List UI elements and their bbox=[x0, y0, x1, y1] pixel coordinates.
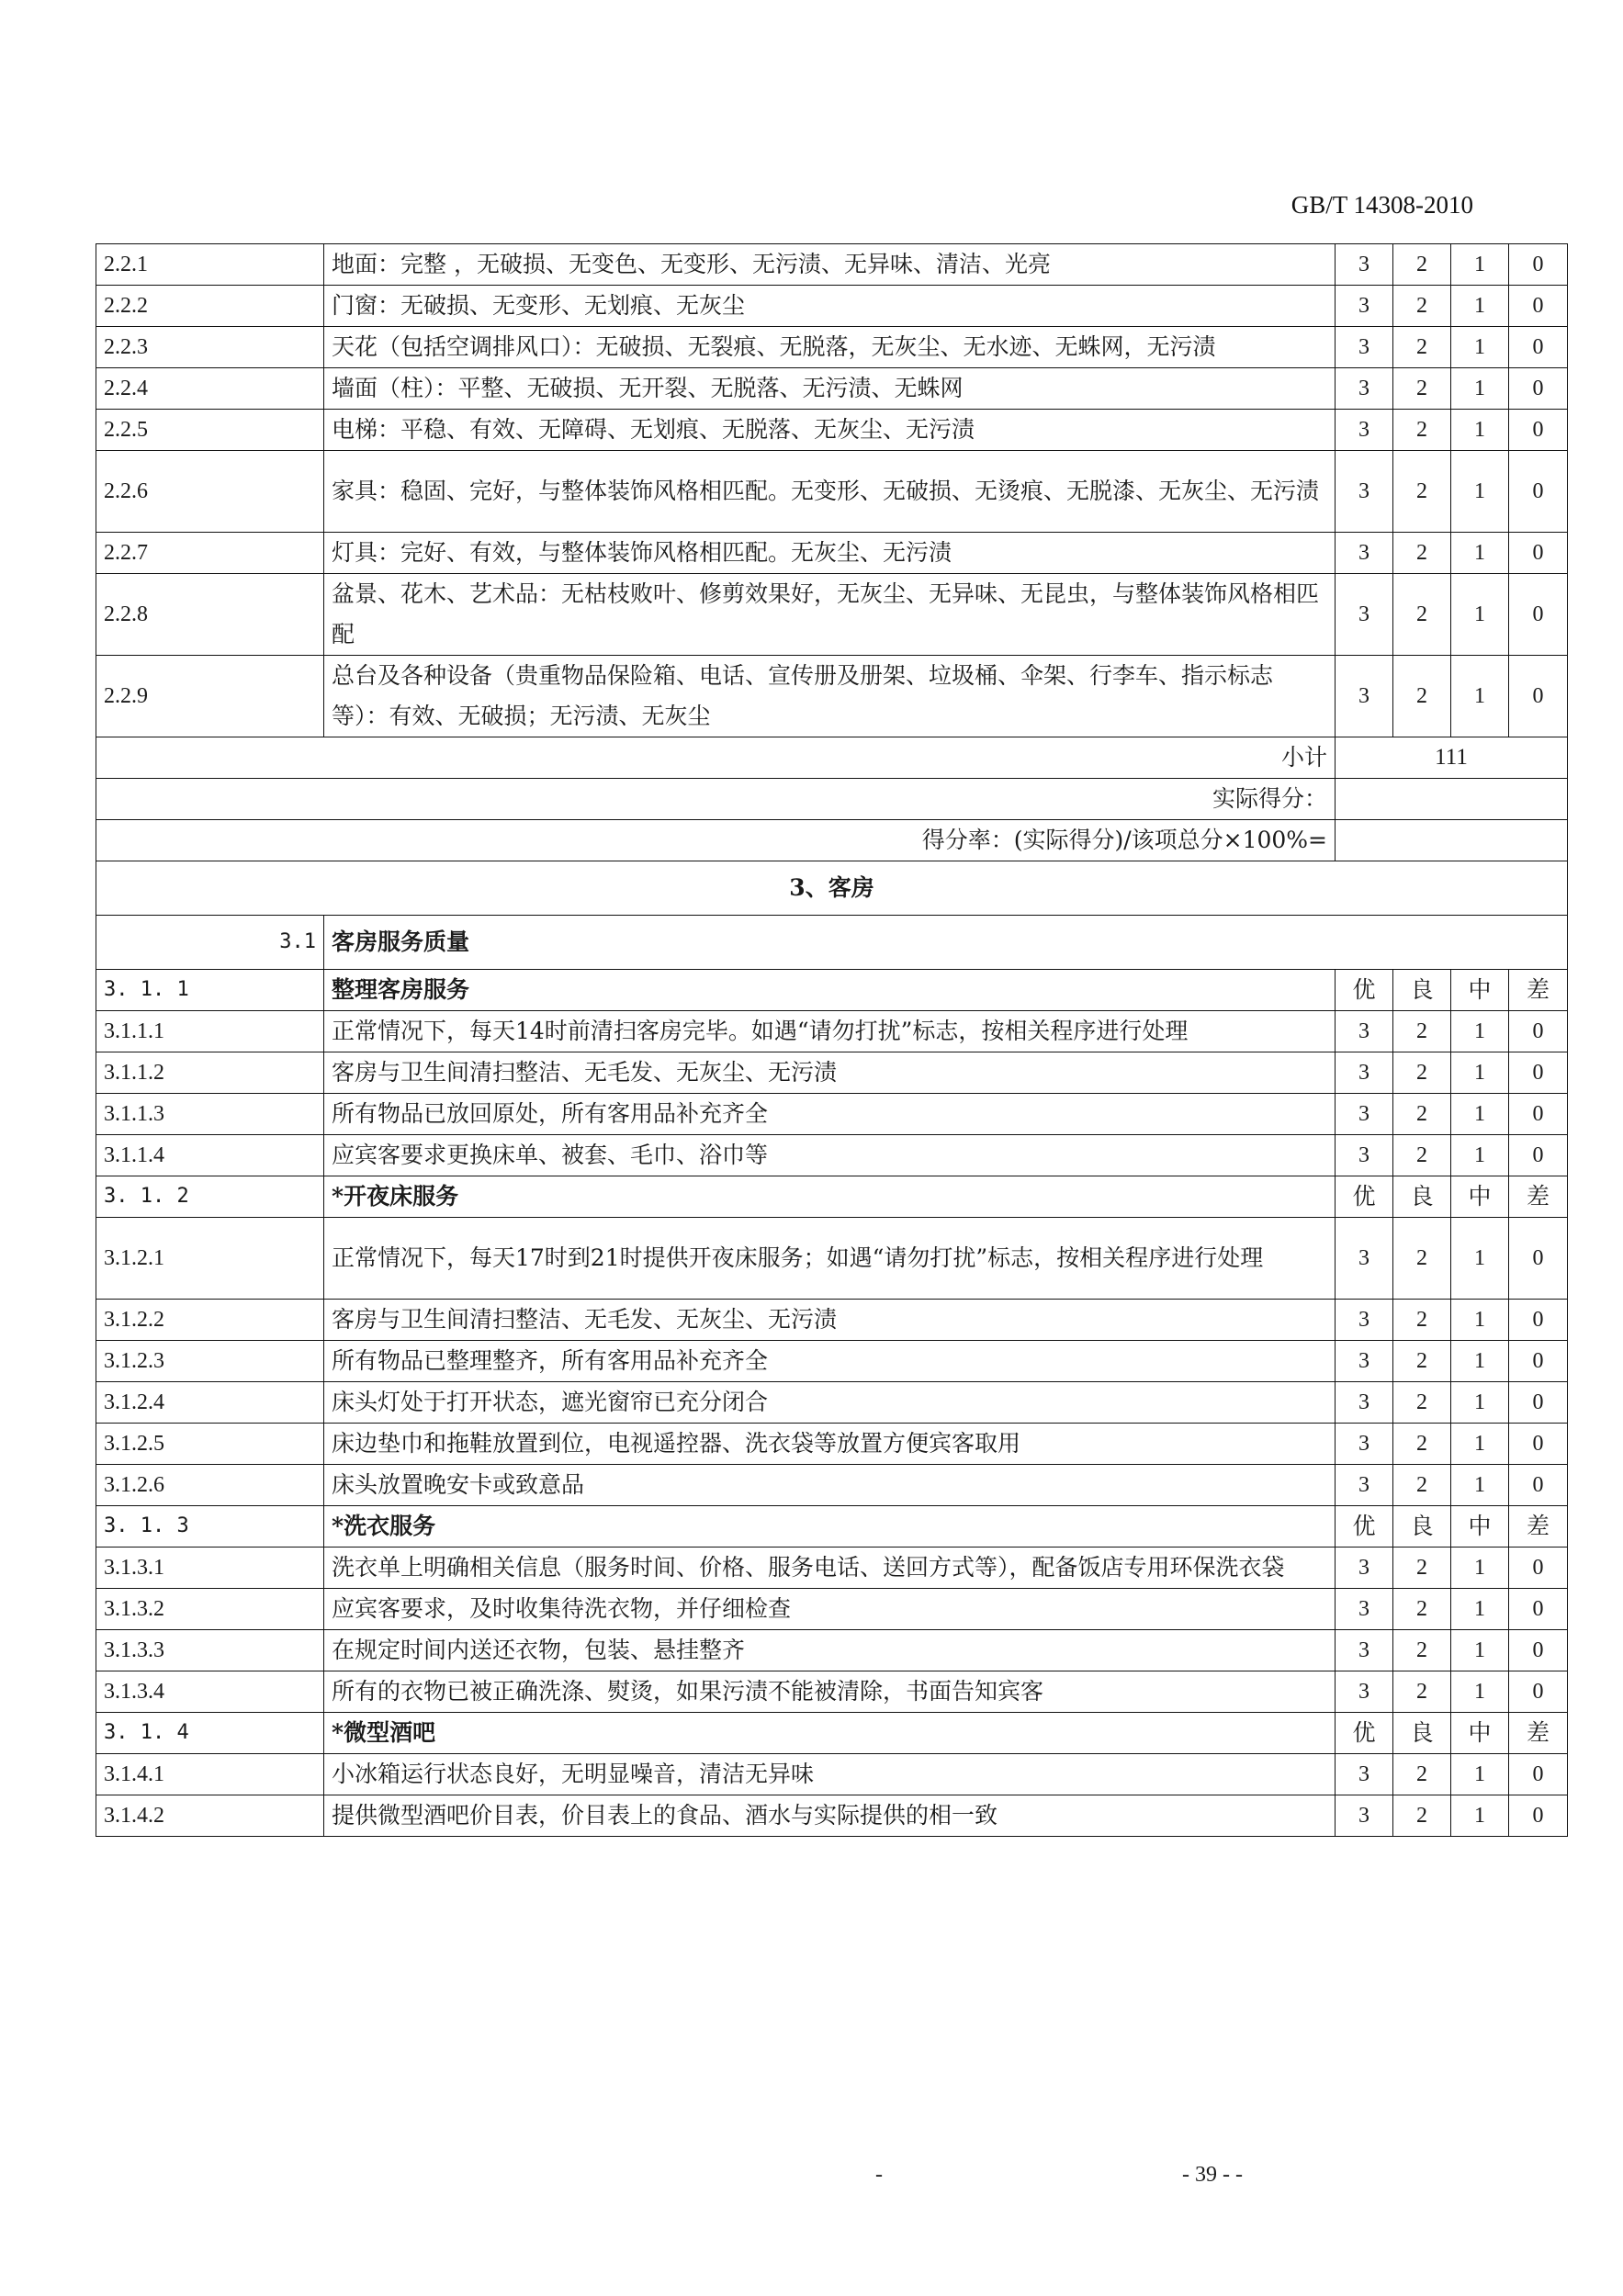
score-cell: 0 bbox=[1509, 1671, 1568, 1713]
actual-score-value bbox=[1336, 779, 1568, 820]
item-code: 3.1.1.1 bbox=[96, 1011, 324, 1052]
score-cell: 1 bbox=[1451, 1341, 1509, 1382]
score-cell: 3 bbox=[1336, 451, 1393, 533]
item-description: 所有物品已整理整齐，所有客用品补充齐全 bbox=[324, 1341, 1336, 1382]
item-description: 应宾客要求更换床单、被套、毛巾、浴巾等 bbox=[324, 1135, 1336, 1176]
item-code: 3.1.2.1 bbox=[96, 1218, 324, 1300]
score-rate-label: 得分率：(实际得分)/该项总分×100%= bbox=[96, 820, 1336, 861]
table-row bbox=[96, 1094, 1568, 1135]
grade-header: 差 bbox=[1509, 1506, 1568, 1548]
score-cell: 2 bbox=[1393, 1300, 1451, 1341]
table-row bbox=[96, 1218, 1568, 1300]
score-cell: 2 bbox=[1393, 1548, 1451, 1589]
subsection-row bbox=[96, 916, 1568, 970]
evaluation-table bbox=[96, 243, 1568, 1837]
item-description: 门窗：无破损、无变形、无划痕、无灰尘 bbox=[324, 286, 1336, 327]
score-cell: 0 bbox=[1509, 1424, 1568, 1465]
table-row bbox=[96, 327, 1568, 368]
actual-score-row bbox=[96, 779, 1568, 820]
score-cell: 3 bbox=[1336, 1465, 1393, 1506]
score-cell: 2 bbox=[1393, 1135, 1451, 1176]
item-code: 3.1.1.4 bbox=[96, 1135, 324, 1176]
item-code: 3.1.2.3 bbox=[96, 1341, 324, 1382]
score-cell: 3 bbox=[1336, 410, 1393, 451]
table-row bbox=[96, 1341, 1568, 1382]
score-cell: 1 bbox=[1451, 1424, 1509, 1465]
item-description: 地面：完整 ，无破损、无变色、无变形、无污渍、无异味、清洁、光亮 bbox=[324, 244, 1336, 286]
item-description: 床边垫巾和拖鞋放置到位，电视遥控器、洗衣袋等放置方便宾客取用 bbox=[324, 1424, 1336, 1465]
table-row bbox=[96, 1011, 1568, 1052]
score-cell: 3 bbox=[1336, 1424, 1393, 1465]
score-cell: 0 bbox=[1509, 1341, 1568, 1382]
item-description: 客房与卫生间清扫整洁、无毛发、无灰尘、无污渍 bbox=[324, 1052, 1336, 1094]
score-cell: 0 bbox=[1509, 1589, 1568, 1630]
item-description: 天花（包括空调排风口）：无破损、无裂痕、无脱落，无灰尘、无水迹、无蛛网，无污渍 bbox=[324, 327, 1336, 368]
score-cell: 3 bbox=[1336, 1630, 1393, 1671]
score-cell: 2 bbox=[1393, 1424, 1451, 1465]
table-row bbox=[96, 1465, 1568, 1506]
section-title: 3、客房 bbox=[96, 861, 1568, 916]
subtotal-value: 111 bbox=[1336, 737, 1568, 779]
table-row bbox=[96, 1424, 1568, 1465]
grade-header: 差 bbox=[1509, 1713, 1568, 1754]
score-cell: 3 bbox=[1336, 1052, 1393, 1094]
score-cell: 1 bbox=[1451, 574, 1509, 656]
score-cell: 2 bbox=[1393, 1094, 1451, 1135]
group-title: *洗衣服务 bbox=[324, 1506, 1336, 1548]
score-cell: 2 bbox=[1393, 1671, 1451, 1713]
table-row bbox=[96, 1300, 1568, 1341]
score-cell: 3 bbox=[1336, 1589, 1393, 1630]
grade-header: 中 bbox=[1451, 1176, 1509, 1218]
table-row bbox=[96, 533, 1568, 574]
grade-header: 良 bbox=[1393, 1713, 1451, 1754]
grade-header: 优 bbox=[1336, 1506, 1393, 1548]
score-cell: 0 bbox=[1509, 533, 1568, 574]
item-description: 客房与卫生间清扫整洁、无毛发、无灰尘、无污渍 bbox=[324, 1300, 1336, 1341]
group-title: *开夜床服务 bbox=[324, 1176, 1336, 1218]
score-cell: 0 bbox=[1509, 1795, 1568, 1837]
score-cell: 0 bbox=[1509, 1094, 1568, 1135]
item-code: 3.1.2.5 bbox=[96, 1424, 324, 1465]
score-cell: 2 bbox=[1393, 1218, 1451, 1300]
score-rate-row bbox=[96, 820, 1568, 861]
item-description: 床头灯处于打开状态，遮光窗帘已充分闭合 bbox=[324, 1382, 1336, 1424]
item-code: 2.2.8 bbox=[96, 574, 324, 656]
score-cell: 2 bbox=[1393, 244, 1451, 286]
item-code: 2.2.4 bbox=[96, 368, 324, 410]
score-cell: 0 bbox=[1509, 1754, 1568, 1795]
page-number: - 39 - - bbox=[1182, 2163, 1243, 2187]
item-description: 盆景、花木、艺术品：无枯枝败叶、修剪效果好，无灰尘、无异味、无昆虫，与整体装饰风格相匹配 bbox=[324, 574, 1336, 656]
grade-header: 中 bbox=[1451, 970, 1509, 1011]
table-row bbox=[96, 1135, 1568, 1176]
score-cell: 2 bbox=[1393, 533, 1451, 574]
score-cell: 2 bbox=[1393, 1754, 1451, 1795]
item-description: 正常情况下，每天17时到21时提供开夜床服务；如遇“请勿打扰”标志，按相关程序进行处理 bbox=[324, 1218, 1336, 1300]
score-cell: 1 bbox=[1451, 533, 1509, 574]
grade-header: 良 bbox=[1393, 1176, 1451, 1218]
score-cell: 3 bbox=[1336, 1300, 1393, 1341]
grade-header: 差 bbox=[1509, 1176, 1568, 1218]
score-cell: 3 bbox=[1336, 1094, 1393, 1135]
score-cell: 2 bbox=[1393, 410, 1451, 451]
score-cell: 2 bbox=[1393, 1795, 1451, 1837]
subtotal-row bbox=[96, 737, 1568, 779]
score-cell: 0 bbox=[1509, 574, 1568, 656]
item-code: 2.2.9 bbox=[96, 656, 324, 737]
item-code: 3.1.2.6 bbox=[96, 1465, 324, 1506]
score-cell: 1 bbox=[1451, 1671, 1509, 1713]
score-cell: 3 bbox=[1336, 1135, 1393, 1176]
table-row bbox=[96, 1548, 1568, 1589]
score-cell: 1 bbox=[1451, 1052, 1509, 1094]
item-code: 3.1.2.2 bbox=[96, 1300, 324, 1341]
score-cell: 0 bbox=[1509, 1548, 1568, 1589]
subtotal-label: 小计 bbox=[96, 737, 1336, 779]
score-cell: 0 bbox=[1509, 244, 1568, 286]
score-cell: 2 bbox=[1393, 1630, 1451, 1671]
table-row bbox=[96, 1754, 1568, 1795]
score-cell: 3 bbox=[1336, 1754, 1393, 1795]
score-cell: 2 bbox=[1393, 656, 1451, 737]
score-cell: 1 bbox=[1451, 410, 1509, 451]
score-cell: 2 bbox=[1393, 368, 1451, 410]
score-cell: 0 bbox=[1509, 1630, 1568, 1671]
score-cell: 3 bbox=[1336, 327, 1393, 368]
table-row bbox=[96, 244, 1568, 286]
grade-header: 中 bbox=[1451, 1713, 1509, 1754]
score-cell: 2 bbox=[1393, 1382, 1451, 1424]
item-description: 所有的衣物已被正确洗涤、熨烫，如果污渍不能被清除，书面告知宾客 bbox=[324, 1671, 1336, 1713]
score-cell: 3 bbox=[1336, 656, 1393, 737]
score-cell: 2 bbox=[1393, 1011, 1451, 1052]
score-cell: 0 bbox=[1509, 1052, 1568, 1094]
item-code: 3.1.3.1 bbox=[96, 1548, 324, 1589]
score-cell: 1 bbox=[1451, 451, 1509, 533]
score-cell: 3 bbox=[1336, 1341, 1393, 1382]
score-cell: 1 bbox=[1451, 1548, 1509, 1589]
score-cell: 3 bbox=[1336, 1795, 1393, 1837]
table-row bbox=[96, 451, 1568, 533]
grade-header: 优 bbox=[1336, 970, 1393, 1011]
score-cell: 1 bbox=[1451, 1218, 1509, 1300]
grade-header: 良 bbox=[1393, 970, 1451, 1011]
score-cell: 0 bbox=[1509, 656, 1568, 737]
item-code: 2.2.5 bbox=[96, 410, 324, 451]
score-cell: 3 bbox=[1336, 533, 1393, 574]
item-description: 灯具：完好、有效，与整体装饰风格相匹配。无灰尘、无污渍 bbox=[324, 533, 1336, 574]
table-row bbox=[96, 574, 1568, 656]
score-cell: 3 bbox=[1336, 286, 1393, 327]
score-cell: 0 bbox=[1509, 327, 1568, 368]
item-code: 3.1.4.2 bbox=[96, 1795, 324, 1837]
item-code: 3.1.1.3 bbox=[96, 1094, 324, 1135]
score-cell: 2 bbox=[1393, 1465, 1451, 1506]
score-cell: 0 bbox=[1509, 368, 1568, 410]
group-code: 3. 1. 2 bbox=[96, 1176, 324, 1218]
item-code: 2.2.1 bbox=[96, 244, 324, 286]
score-cell: 2 bbox=[1393, 286, 1451, 327]
score-cell: 0 bbox=[1509, 1465, 1568, 1506]
score-cell: 1 bbox=[1451, 1094, 1509, 1135]
group-header-row bbox=[96, 970, 1568, 1011]
score-cell: 1 bbox=[1451, 1382, 1509, 1424]
score-cell: 1 bbox=[1451, 327, 1509, 368]
score-cell: 1 bbox=[1451, 1300, 1509, 1341]
item-code: 2.2.6 bbox=[96, 451, 324, 533]
item-code: 3.1.4.1 bbox=[96, 1754, 324, 1795]
score-cell: 3 bbox=[1336, 368, 1393, 410]
table-row bbox=[96, 410, 1568, 451]
table-row bbox=[96, 1382, 1568, 1424]
item-code: 2.2.7 bbox=[96, 533, 324, 574]
score-cell: 1 bbox=[1451, 1011, 1509, 1052]
score-cell: 3 bbox=[1336, 1011, 1393, 1052]
score-cell: 1 bbox=[1451, 1795, 1509, 1837]
table-row bbox=[96, 286, 1568, 327]
score-cell: 1 bbox=[1451, 1630, 1509, 1671]
score-cell: 1 bbox=[1451, 1589, 1509, 1630]
score-cell: 1 bbox=[1451, 286, 1509, 327]
score-cell: 1 bbox=[1451, 244, 1509, 286]
item-description: 提供微型酒吧价目表，价目表上的食品、酒水与实际提供的相一致 bbox=[324, 1795, 1336, 1837]
item-description: 电梯：平稳、有效、无障碍、无划痕、无脱落、无灰尘、无污渍 bbox=[324, 410, 1336, 451]
table-row bbox=[96, 656, 1568, 737]
score-cell: 0 bbox=[1509, 1011, 1568, 1052]
item-code: 3.1.3.4 bbox=[96, 1671, 324, 1713]
item-code: 3.1.3.2 bbox=[96, 1589, 324, 1630]
section-header-row bbox=[96, 861, 1568, 916]
item-description: 床头放置晚安卡或致意品 bbox=[324, 1465, 1336, 1506]
score-cell: 2 bbox=[1393, 1052, 1451, 1094]
score-cell: 3 bbox=[1336, 1671, 1393, 1713]
score-cell: 1 bbox=[1451, 1465, 1509, 1506]
item-description: 墙面（柱）：平整、无破损、无开裂、无脱落、无污渍、无蛛网 bbox=[324, 368, 1336, 410]
group-code: 3. 1. 4 bbox=[96, 1713, 324, 1754]
score-cell: 0 bbox=[1509, 1300, 1568, 1341]
score-cell: 0 bbox=[1509, 451, 1568, 533]
table-row bbox=[96, 1795, 1568, 1837]
item-description: 小冰箱运行状态良好，无明显噪音，清洁无异味 bbox=[324, 1754, 1336, 1795]
table-row bbox=[96, 368, 1568, 410]
item-description: 在规定时间内送还衣物，包装、悬挂整齐 bbox=[324, 1630, 1336, 1671]
grade-header: 中 bbox=[1451, 1506, 1509, 1548]
grade-header: 优 bbox=[1336, 1176, 1393, 1218]
score-cell: 1 bbox=[1451, 1754, 1509, 1795]
grade-header: 优 bbox=[1336, 1713, 1393, 1754]
score-cell: 3 bbox=[1336, 1382, 1393, 1424]
item-code: 2.2.3 bbox=[96, 327, 324, 368]
table-row bbox=[96, 1589, 1568, 1630]
score-cell: 2 bbox=[1393, 1341, 1451, 1382]
score-cell: 3 bbox=[1336, 244, 1393, 286]
score-cell: 0 bbox=[1509, 1218, 1568, 1300]
score-cell: 1 bbox=[1451, 656, 1509, 737]
item-description: 所有物品已放回原处，所有客用品补充齐全 bbox=[324, 1094, 1336, 1135]
item-description: 总台及各种设备（贵重物品保险箱、电话、宣传册及册架、垃圾桶、伞架、行李车、指示标志等）：有效、无破损；无污渍、无灰尘 bbox=[324, 656, 1336, 737]
score-cell: 0 bbox=[1509, 1382, 1568, 1424]
subsection-title: 客房服务质量 bbox=[324, 916, 1568, 970]
score-cell: 1 bbox=[1451, 368, 1509, 410]
table-row bbox=[96, 1630, 1568, 1671]
group-header-row bbox=[96, 1176, 1568, 1218]
score-cell: 2 bbox=[1393, 574, 1451, 656]
item-code: 3.1.1.2 bbox=[96, 1052, 324, 1094]
item-code: 2.2.2 bbox=[96, 286, 324, 327]
score-cell: 2 bbox=[1393, 451, 1451, 533]
score-cell: 3 bbox=[1336, 1548, 1393, 1589]
group-title: *微型酒吧 bbox=[324, 1713, 1336, 1754]
score-cell: 3 bbox=[1336, 1218, 1393, 1300]
group-code: 3. 1. 3 bbox=[96, 1506, 324, 1548]
score-cell: 0 bbox=[1509, 286, 1568, 327]
document-id: GB/T 14308-2010 bbox=[1291, 191, 1473, 219]
score-cell: 0 bbox=[1509, 410, 1568, 451]
group-header-row bbox=[96, 1506, 1568, 1548]
score-cell: 2 bbox=[1393, 1589, 1451, 1630]
actual-score-label: 实际得分： bbox=[96, 779, 1336, 820]
table-row bbox=[96, 1671, 1568, 1713]
score-cell: 1 bbox=[1451, 1135, 1509, 1176]
grade-header: 良 bbox=[1393, 1506, 1451, 1548]
item-description: 家具：稳固、完好，与整体装饰风格相匹配。无变形、无破损、无烫痕、无脱漆、无灰尘、无污渍 bbox=[324, 451, 1336, 533]
score-cell: 0 bbox=[1509, 1135, 1568, 1176]
item-description: 洗衣单上明确相关信息（服务时间、价格、服务电话、送回方式等），配备饭店专用环保洗衣袋 bbox=[324, 1548, 1336, 1589]
score-cell: 3 bbox=[1336, 574, 1393, 656]
item-description: 应宾客要求，及时收集待洗衣物，并仔细检查 bbox=[324, 1589, 1336, 1630]
group-code: 3. 1. 1 bbox=[96, 970, 324, 1011]
subsection-code: 3.1 bbox=[96, 916, 324, 970]
grade-header: 差 bbox=[1509, 970, 1568, 1011]
group-title: 整理客房服务 bbox=[324, 970, 1336, 1011]
item-description: 正常情况下，每天14时前清扫客房完毕。如遇“请勿打扰”标志，按相关程序进行处理 bbox=[324, 1011, 1336, 1052]
item-code: 3.1.3.3 bbox=[96, 1630, 324, 1671]
table-row bbox=[96, 1052, 1568, 1094]
group-header-row bbox=[96, 1713, 1568, 1754]
score-cell: 2 bbox=[1393, 327, 1451, 368]
score-rate-value bbox=[1336, 820, 1568, 861]
footer-mark: - bbox=[875, 2163, 883, 2187]
item-code: 3.1.2.4 bbox=[96, 1382, 324, 1424]
